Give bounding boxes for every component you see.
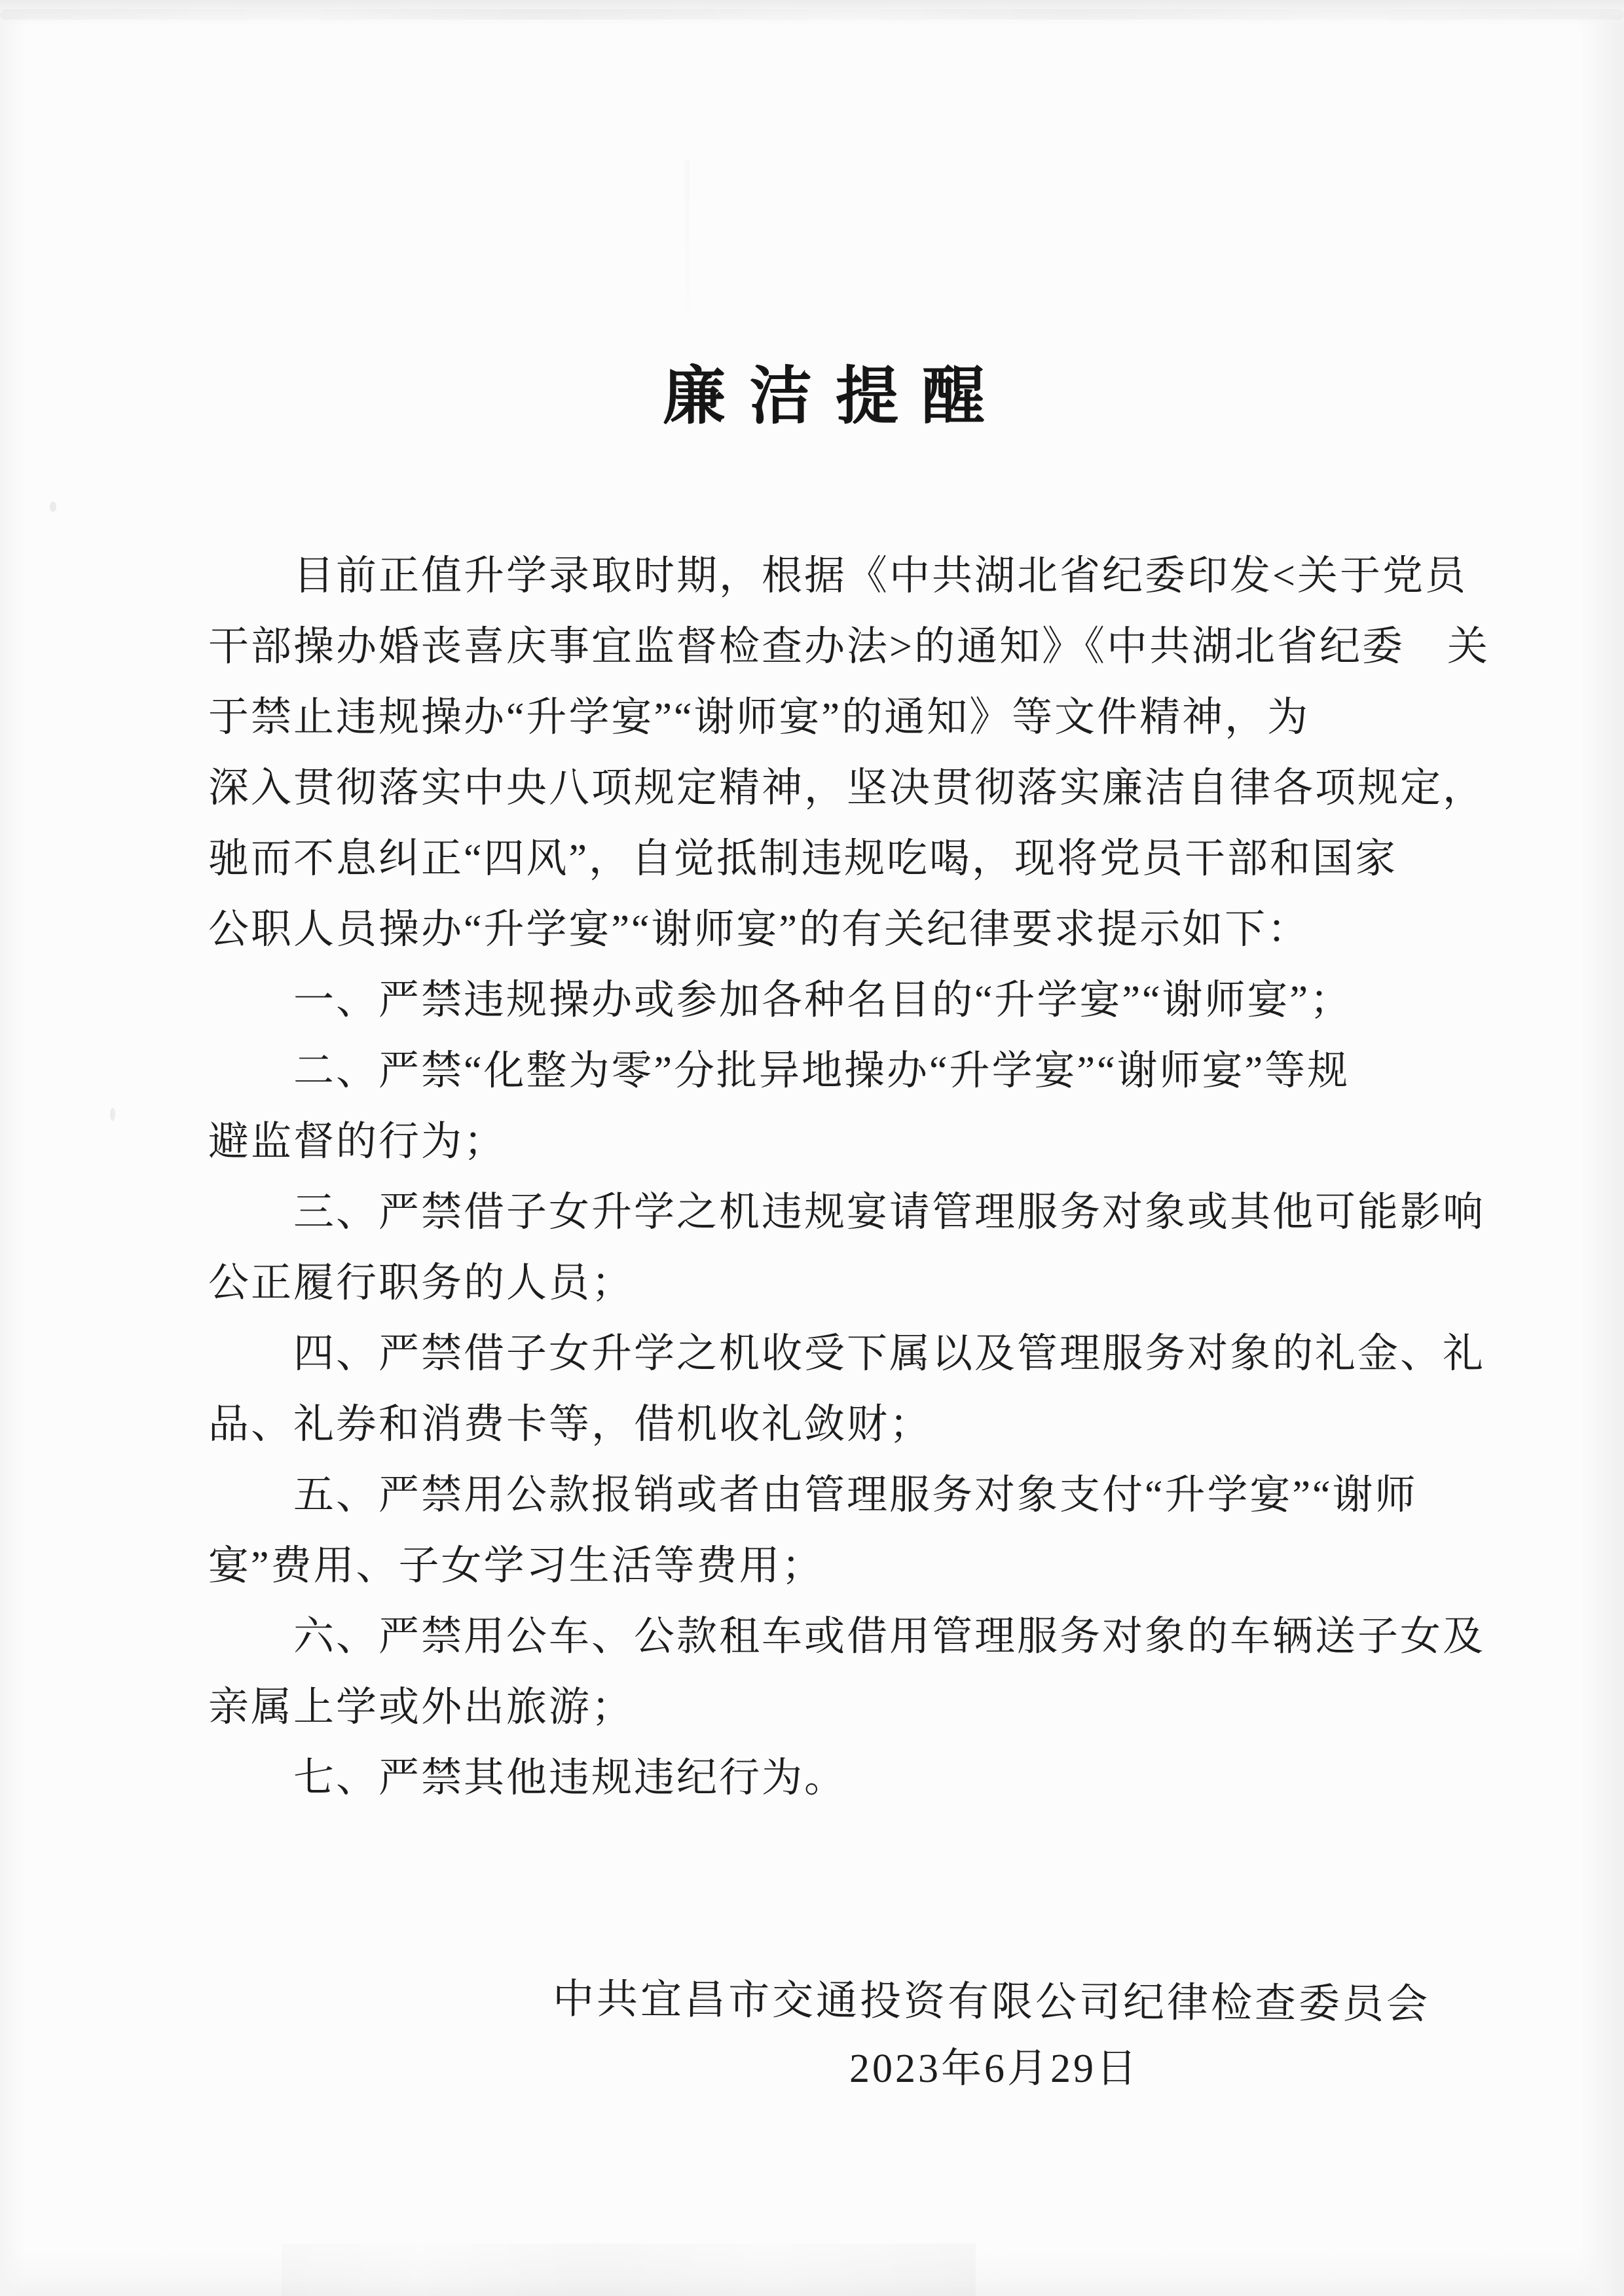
date-line: 2023年6月29日 (849, 2047, 1139, 2091)
body-line-7: 一、严禁违规操办或参加各种名目的“升学宴”“谢师宴”； (293, 978, 1353, 1023)
body-line-4: 深入贯彻落实中央八项规定精神，坚决贯彻落实廉洁自律各项规定， (208, 766, 1486, 811)
body-line-1: 目前正值升学录取时期，根据《中共湖北省纪委印发<关于党员 (293, 554, 1467, 598)
body-line-2: 干部操办婚丧喜庆事宜监督检查办法>的通知》《中共湖北省纪委 关 (208, 625, 1490, 669)
body-line-14: 五、严禁用公款报销或者由管理服务对象支付“升学宴”“谢师 (293, 1473, 1418, 1518)
signature-line: 中共宜昌市交通投资有限公司纪律检查委员会 (552, 1976, 1431, 2028)
body-line-12: 四、严禁借子女升学之机收受下属以及管理服务对象的礼金、礼 (293, 1332, 1486, 1376)
body-line-6: 公职人员操办“升学宴”“谢师宴”的有关纪律要求提示如下： (208, 907, 1310, 952)
body-line-15: 宴”费用、子女学习生活等费用； (208, 1544, 824, 1588)
document-title: 廉洁提醒 (663, 361, 1008, 431)
body-line-9: 避监督的行为； (208, 1120, 507, 1164)
body-line-3: 于禁止违规操办“升学宴”“谢师宴”的通知》等文件精神，为 (208, 695, 1310, 740)
scan-artifact-top-streak (0, 9, 1624, 20)
scan-artifact-vertical-streak (685, 160, 690, 314)
scan-artifact-speck (50, 501, 56, 512)
body-line-8: 二、严禁“化整为零”分批异地操办“升学宴”“谢师宴”等规 (293, 1049, 1350, 1093)
body-line-13: 品、礼券和消费卡等，借机收礼敛财； (208, 1402, 932, 1447)
body-line-17: 亲属上学或外出旅游； (208, 1685, 635, 1730)
scan-artifact-speck (110, 1108, 115, 1121)
body-line-18: 七、严禁其他违规违纪行为。 (293, 1756, 847, 1800)
body-line-10: 三、严禁借子女升学之机违规宴请管理服务对象或其他可能影响 (293, 1190, 1486, 1235)
body-line-11: 公正履行职务的人员； (208, 1261, 635, 1305)
document-body (208, 541, 1490, 1813)
scan-artifact-bottom-noise (282, 2244, 976, 2296)
body-line-5: 驰而不息纠正“四风”，自觉抵制违规吃喝，现将党员干部和国家 (208, 837, 1398, 881)
body-line-16: 六、严禁用公车、公款租车或借用管理服务对象的车辆送子女及 (293, 1614, 1486, 1659)
